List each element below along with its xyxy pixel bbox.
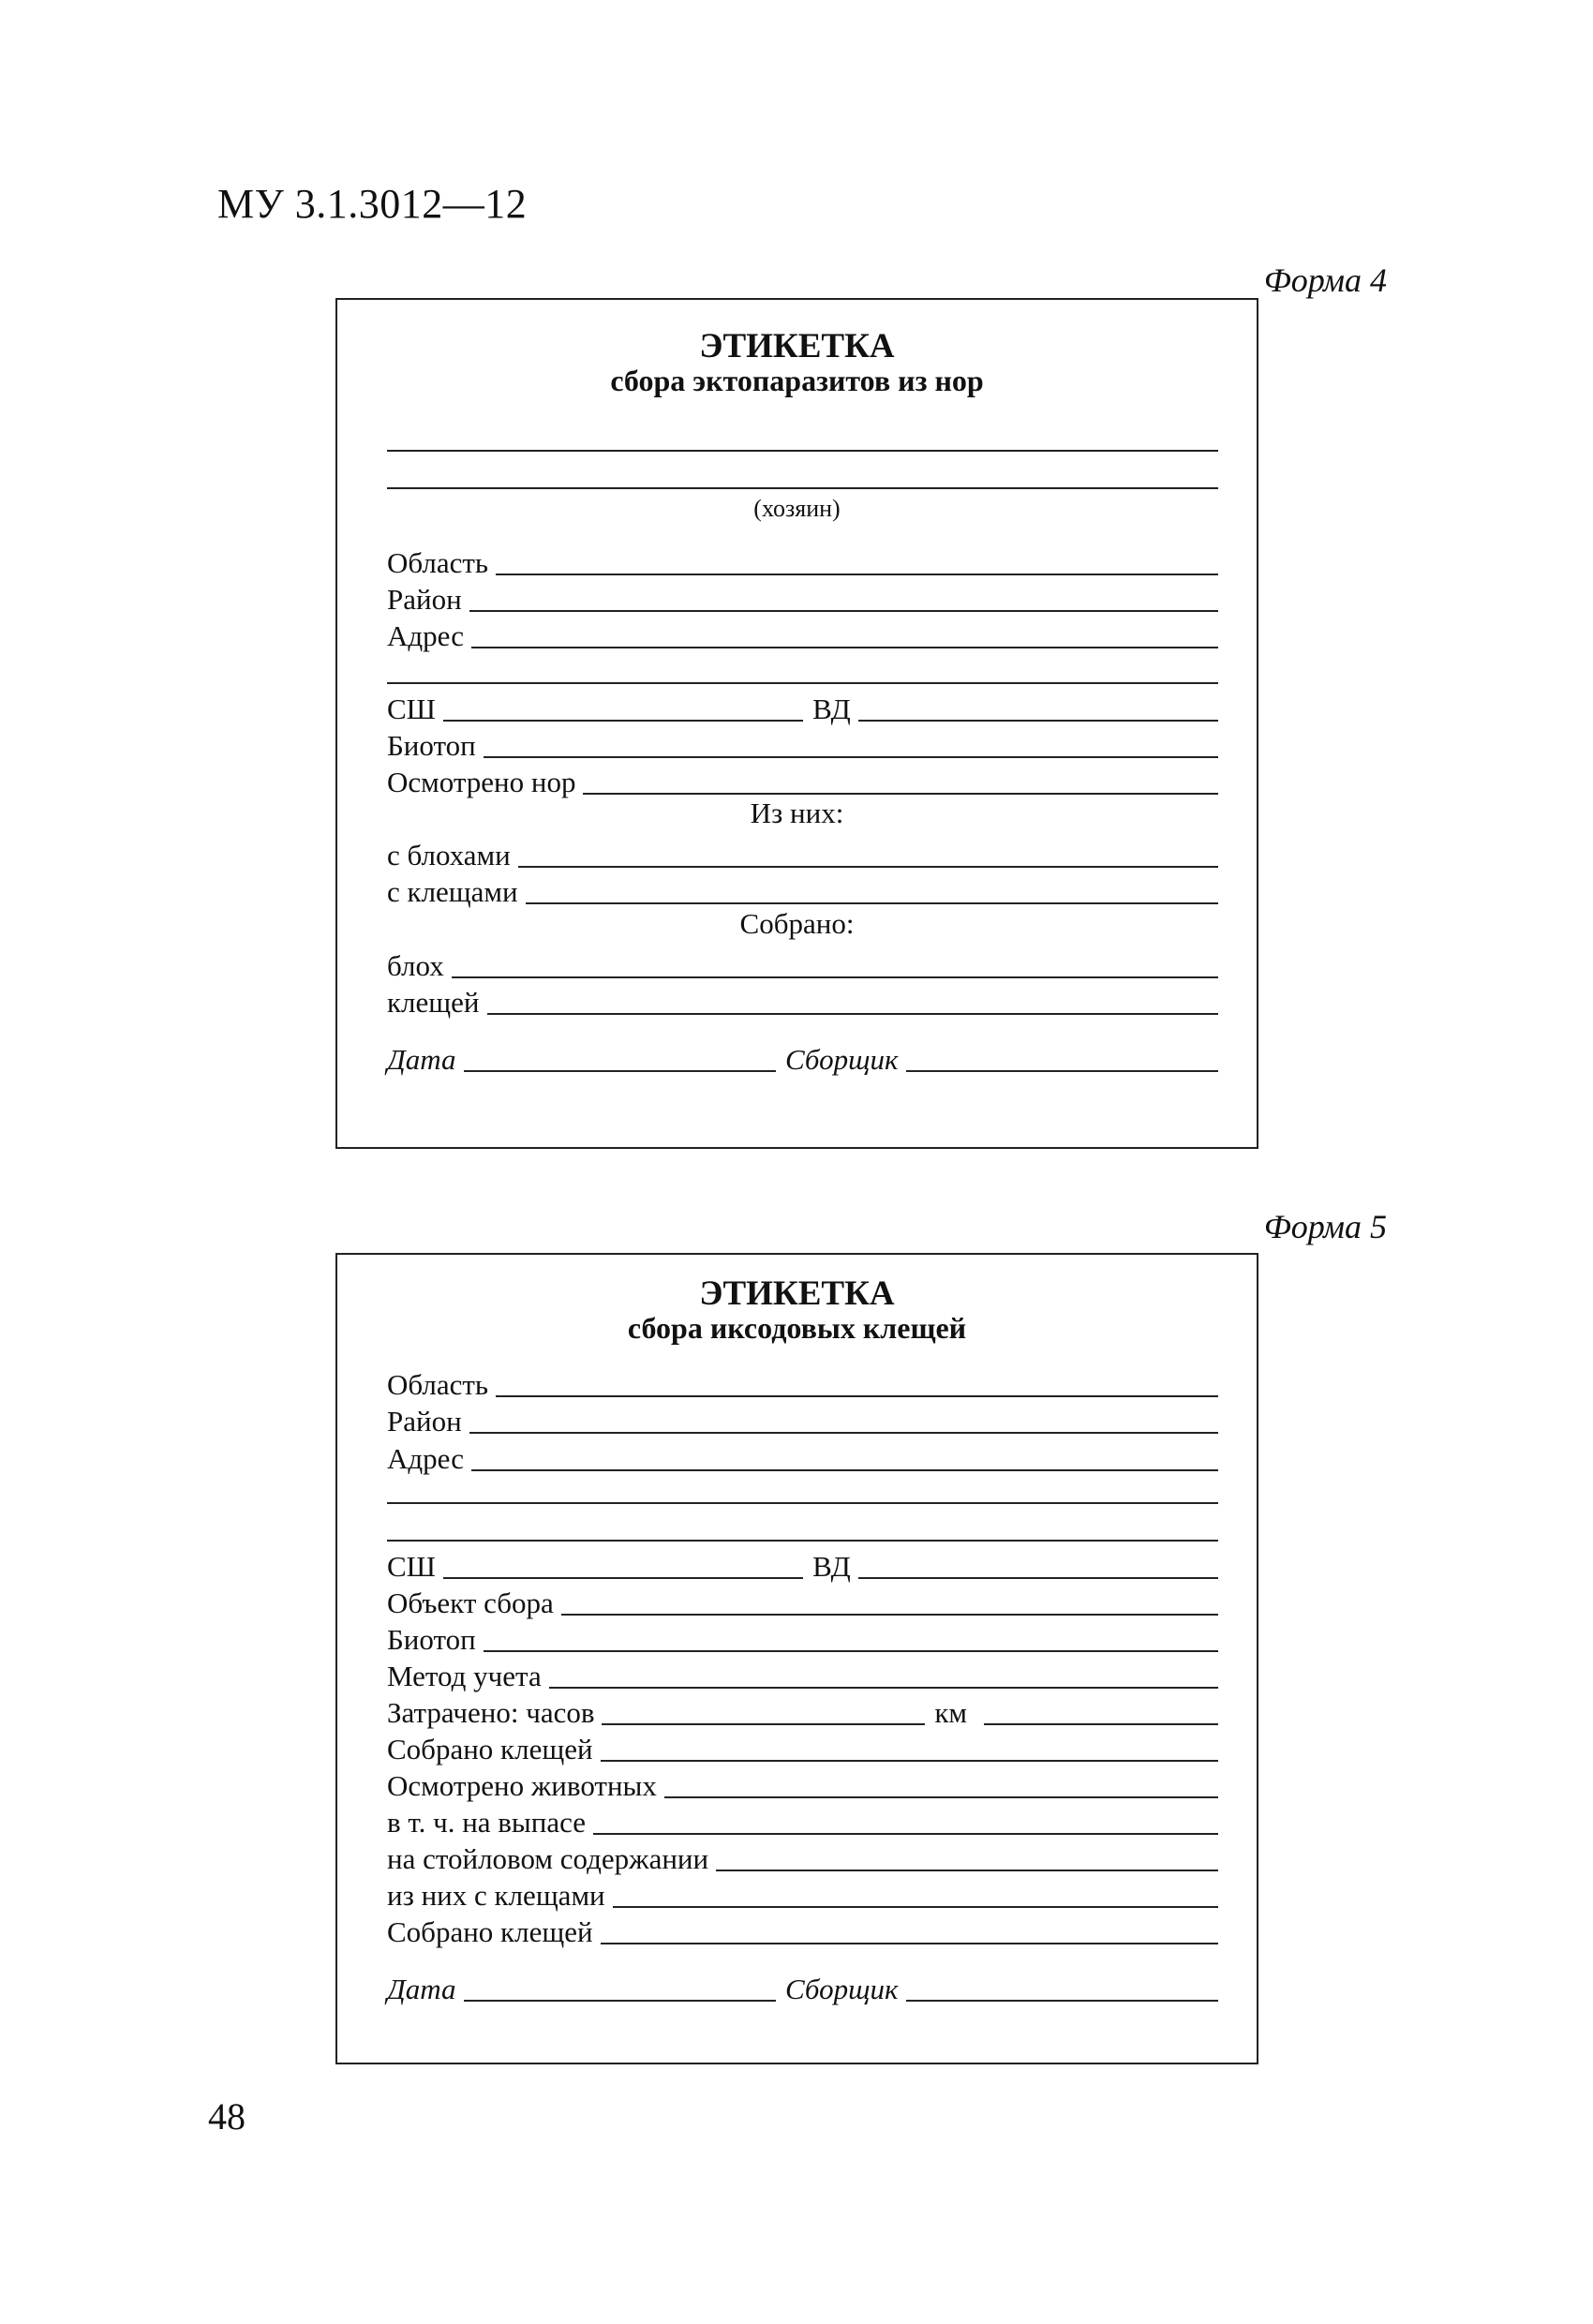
animals-examined-field[interactable] <box>387 1766 1218 1802</box>
district-field[interactable] <box>387 1402 1218 1438</box>
ticks-field[interactable] <box>387 983 1218 1019</box>
burrows-examined-field[interactable] <box>387 763 1218 798</box>
longitude-label: ВД <box>812 693 851 725</box>
count-method-field[interactable] <box>387 1657 1218 1692</box>
region-field[interactable] <box>387 1365 1218 1401</box>
stall-kept-label: на стойловом содержании <box>387 1842 709 1875</box>
form-4-label: Форма 4 <box>1263 261 1387 299</box>
form-5-label: Форма 5 <box>1263 1208 1387 1245</box>
form-5-subtitle: сбора иксодовых клещей <box>627 1311 967 1345</box>
form-5-box <box>335 1253 1258 2064</box>
date-collector-field[interactable] <box>387 1040 1218 1076</box>
date-collector-field[interactable] <box>387 1970 1218 2005</box>
biotope-label: Биотоп <box>387 729 476 762</box>
page-number: 48 <box>208 2095 246 2138</box>
burrows-examined-label: Осмотрено нор <box>387 766 576 798</box>
longitude-label: ВД <box>812 1550 851 1583</box>
with-fleas-field[interactable] <box>387 836 1218 872</box>
ticks-collected-field[interactable] <box>387 1730 1218 1765</box>
collector-label: Сборщик <box>785 1973 899 2005</box>
region-label: Область <box>387 1368 489 1401</box>
address-field[interactable] <box>387 1439 1218 1475</box>
host-field-line-2[interactable] <box>387 487 1218 489</box>
with-ticks-label: из них с клещами <box>387 1879 605 1912</box>
address-line-2[interactable] <box>387 682 1218 684</box>
with-ticks-field[interactable] <box>387 872 1218 908</box>
fleas-label: блох <box>387 949 444 982</box>
form-4-box <box>335 298 1258 1149</box>
collection-object-field[interactable] <box>387 1584 1218 1619</box>
of-them-heading: Из них: <box>750 797 844 829</box>
biotope-field[interactable] <box>387 1620 1218 1656</box>
address-label: Адрес <box>387 1442 464 1475</box>
address-line-2[interactable] <box>387 1502 1218 1504</box>
form-5-title: ЭТИКЕТКА <box>699 1274 895 1313</box>
km-label: км <box>934 1696 967 1729</box>
district-label: Район <box>387 1405 462 1438</box>
biotope-field[interactable] <box>387 726 1218 762</box>
latitude-label: СШ <box>387 1550 436 1583</box>
biotope-label: Биотоп <box>387 1623 476 1656</box>
ticks-collected-2-label: Собрано клещей <box>387 1915 593 1948</box>
latitude-label: СШ <box>387 693 436 725</box>
stall-kept-field[interactable] <box>387 1840 1218 1875</box>
animals-examined-label: Осмотрено животных <box>387 1769 657 1802</box>
host-caption: (хозяин) <box>753 495 841 522</box>
coordinates-field[interactable] <box>387 1547 1218 1583</box>
document-code: МУ 3.1.3012—12 <box>217 181 528 227</box>
address-line-3[interactable] <box>387 1540 1218 1542</box>
collection-object-label: Объект сбора <box>387 1587 554 1619</box>
spent-hours-label: Затрачено: часов <box>387 1696 595 1729</box>
collector-label: Сборщик <box>785 1043 899 1076</box>
with-ticks-field[interactable] <box>387 1876 1218 1912</box>
coordinates-field[interactable] <box>387 690 1218 725</box>
address-label: Адрес <box>387 619 464 652</box>
fleas-field[interactable] <box>387 946 1218 982</box>
address-field[interactable] <box>387 617 1218 652</box>
form-4-subtitle: сбора эктопаразитов из нор <box>610 364 984 397</box>
with-fleas-label: с блохами <box>387 839 511 872</box>
count-method-label: Метод учета <box>387 1660 542 1692</box>
ticks-collected-label: Собрано клещей <box>387 1733 593 1765</box>
on-pasture-field[interactable] <box>387 1803 1218 1839</box>
ticks-collected-2-field[interactable] <box>387 1913 1218 1948</box>
host-field-line-1[interactable] <box>387 450 1218 452</box>
ticks-label: клещей <box>387 986 480 1019</box>
district-field[interactable] <box>387 580 1218 616</box>
time-spent-field[interactable] <box>387 1693 1218 1729</box>
on-pasture-label: в т. ч. на выпасе <box>387 1806 587 1839</box>
date-label: Дата <box>387 1973 456 2005</box>
region-field[interactable] <box>387 544 1218 579</box>
date-label: Дата <box>387 1043 456 1076</box>
form-4-title: ЭТИКЕТКА <box>699 327 895 365</box>
with-ticks-label: с клещами <box>387 875 518 908</box>
region-label: Область <box>387 546 489 579</box>
district-label: Район <box>387 583 462 616</box>
collected-heading: Собрано: <box>739 907 855 940</box>
